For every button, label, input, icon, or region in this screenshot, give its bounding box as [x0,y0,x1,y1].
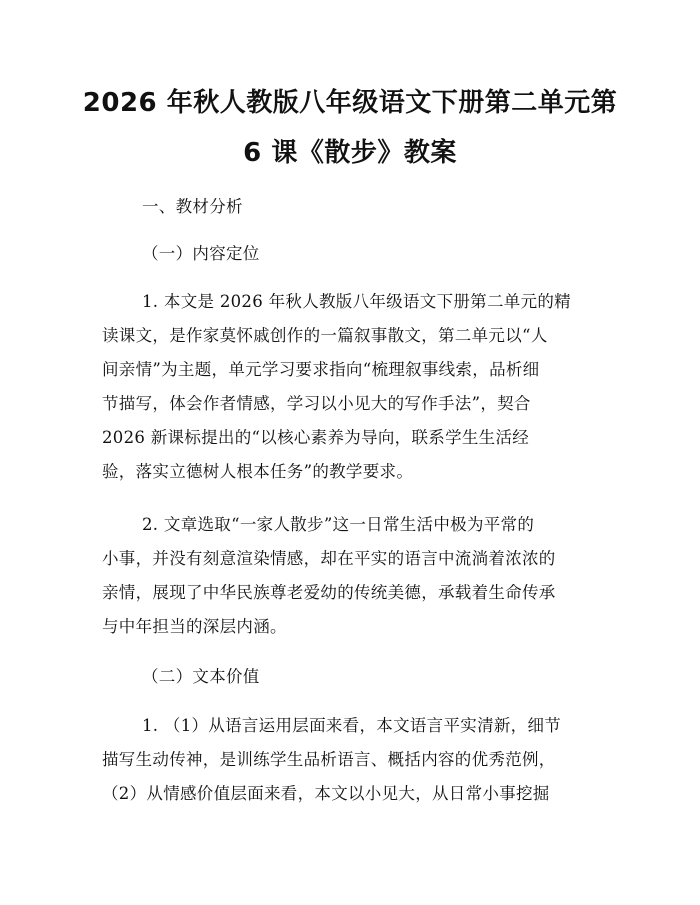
paragraph-3-line: 描写生动传神，是训练学生品析语言、概括内容的优秀范例， [102,750,556,769]
document-title-line-2: 6 课《散步》教案 [243,138,457,168]
paragraph-1-line: 验，落实立德树人根本任务”的教学要求。 [102,462,414,481]
document-title-line-1: 2026 年秋人教版八年级语文下册第二单元第 [82,88,618,118]
paragraph-2-line: 与中年担当的深层内涵。 [102,617,287,636]
paragraph-1-line: 节描写，体会作者情感，学习以小见大的写作手法”，契合 [102,394,531,413]
paragraph-1-line: 2026 新课标提出的“以核心素养为导向，联系学生生活经 [102,428,530,447]
paragraph-1-line: 读课文，是作家莫怀戚创作的一篇叙事散文，第二单元以“人 [102,326,548,345]
subsection-heading-text-value: （二）文本价值 [142,667,260,686]
paragraph-3-line: 1. （1）从语言运用层面来看，本文语言平实清新，细节 [142,716,562,735]
paragraph-1-line: 1. 本文是 2026 年秋人教版八年级语文下册第二单元的精 [142,292,571,311]
paragraph-1-line: 间亲情”为主题，单元学习要求指向“梳理叙事线索，品析细 [102,360,540,379]
subsection-heading-content-positioning: （一）内容定位 [142,244,260,263]
paragraph-3-line: （2）从情感价值层面来看，本文以小见大，从日常小事挖掘 [102,784,550,803]
paragraph-2-line: 小事，并没有刻意渲染情感，却在平实的语言中流淌着浓浓的 [102,549,556,568]
paragraph-2-line: 亲情，展现了中华民族尊老爱幼的传统美德，承载着生命传承 [102,583,556,602]
paragraph-2-line: 2. 文章选取“一家人散步”这一日常生活中极为平常的 [142,515,535,534]
section-heading-textbook-analysis: 一、教材分析 [142,197,243,216]
